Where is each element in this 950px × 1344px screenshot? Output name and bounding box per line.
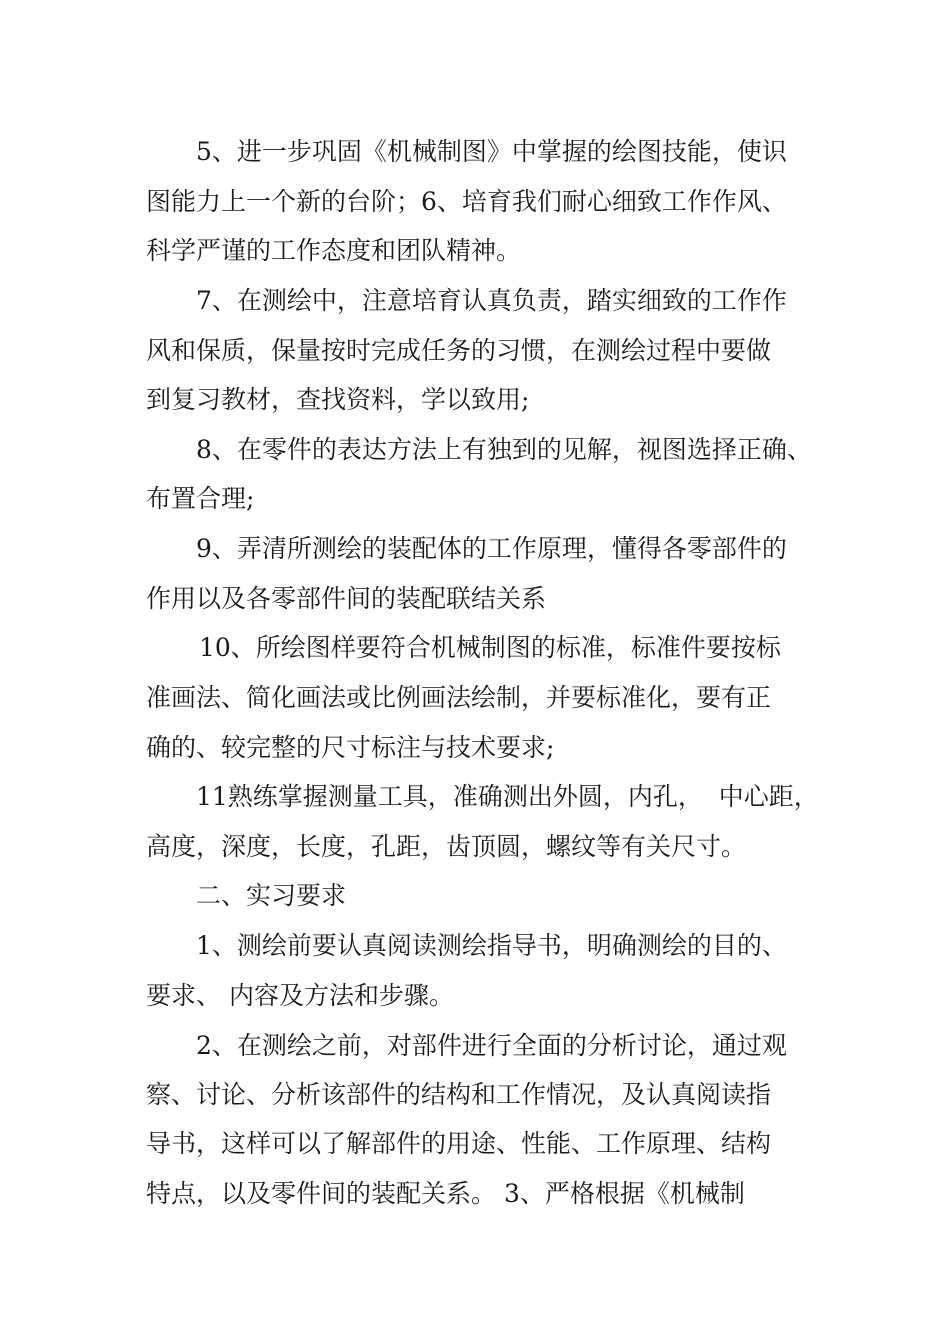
text-line: 2、在测绘之前，对部件进行全面的分析讨论，通过观: [196, 1031, 787, 1060]
text-line: 要求、 内容及方法和步骤。: [146, 981, 454, 1010]
text-line: 10、所绘图样要符合机械制图的标准，标准件要按标: [199, 633, 781, 662]
text-line: 1、测绘前要认真阅读测绘指导书，明确测绘的目的、: [196, 931, 787, 960]
text-line: 导书，这样可以了解部件的用途、性能、工作原理、结构: [146, 1129, 772, 1158]
text-line: 作用以及各零部件间的装配联结关系: [146, 584, 547, 613]
text-line: 察、讨论、分析该部件的结构和工作情况，及认真阅读指: [146, 1080, 772, 1109]
section-heading: 二、实习要求: [196, 881, 347, 910]
text-line: 确的、较完整的尺寸标注与技术要求;: [146, 733, 555, 762]
text-line: 8、在零件的表达方法上有独到的见解，视图选择正确、: [196, 435, 812, 464]
text-line: 风和保质，保量按时完成任务的习惯，在测绘过程中要做: [146, 336, 772, 365]
text-line: 高度，深度，长度，孔距，齿顶圆，螺纹等有关尺寸。: [146, 832, 747, 861]
text-line: 准画法、简化画法或比例画法绘制，并要标准化，要有正: [146, 683, 772, 712]
text-line: 布置合理;: [146, 484, 255, 513]
text-line: 特点，以及零件间的装配关系。 3、严格根据《机械制: [146, 1179, 745, 1208]
text-line: 图能力上一个新的台阶；6、培育我们耐心细致工作作风、: [146, 187, 787, 216]
text-line: 科学严谨的工作态度和团队精神。: [146, 236, 522, 265]
text-line: 到复习教材，查找资料，学以致用;: [146, 385, 530, 414]
text-line: 11熟练掌握测量工具，准确测出外圆，内孔， 中心距，: [196, 782, 819, 811]
text-line: 9、弄清所测绘的装配体的工作原理，懂得各零部件的: [196, 534, 787, 563]
text-line: 7、在测绘中，注意培育认真负责，踏实细致的工作作: [196, 286, 787, 315]
text-line: 5、进一步巩固《机械制图》中掌握的绘图技能，使识: [196, 137, 787, 166]
